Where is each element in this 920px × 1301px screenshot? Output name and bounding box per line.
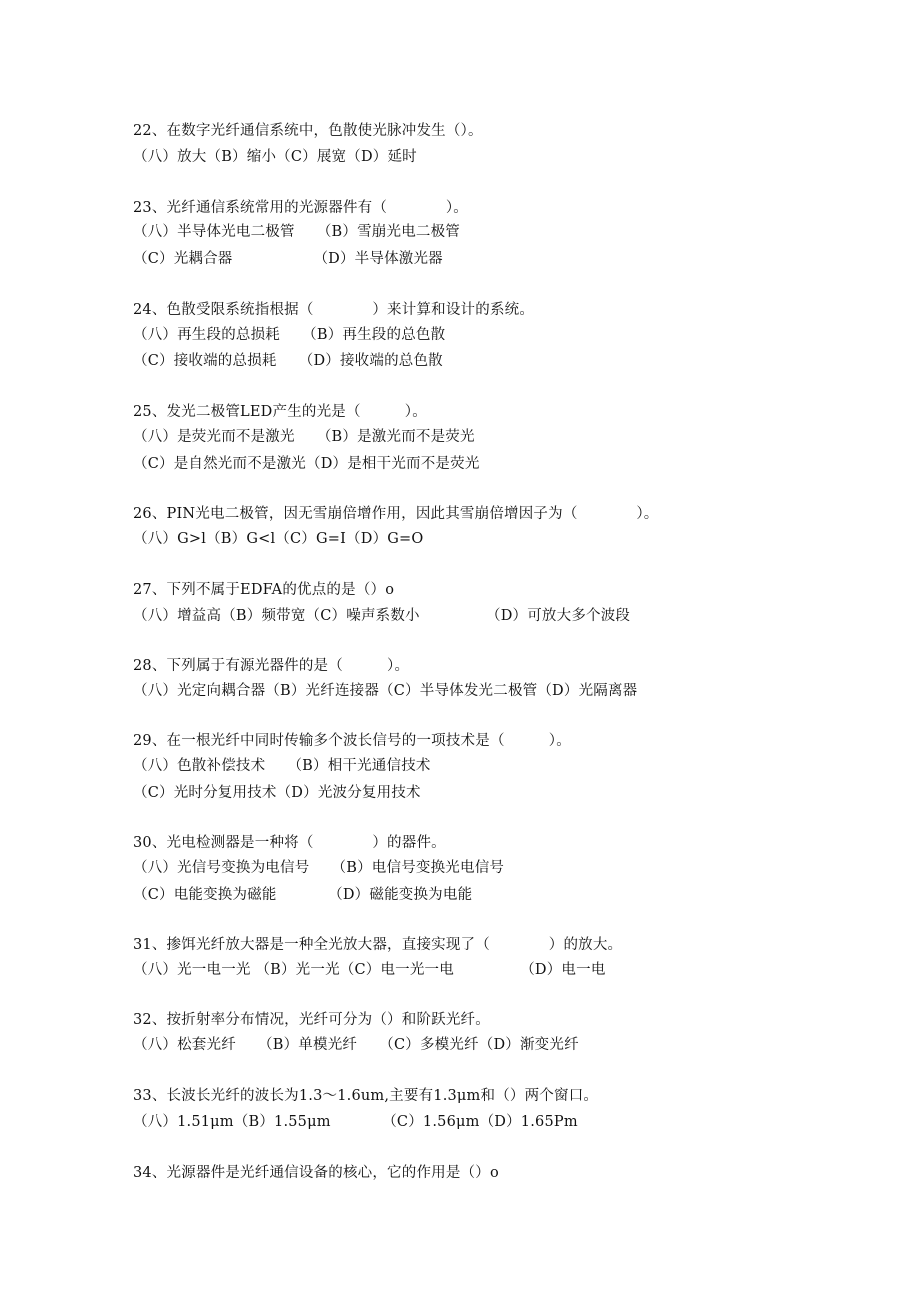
question-22-options-1: （八）放大（B）缩小（C）展宽（D）延时: [133, 149, 417, 165]
question-27-options-1: （八）增益高（B）频带宽（C）噪声系数小 （D）可放大多个波段: [133, 608, 631, 624]
question-29-options-1: （八）色散补偿技术 （B）相干光通信技术: [133, 758, 431, 774]
question-30-options-1: （八）光信号变换为电信号 （B）电信号变换光电信号: [133, 860, 505, 876]
question-25-options-1: （八）是荧光而不是激光 （B）是激光而不是荧光: [133, 429, 475, 445]
question-30-options-2: （C）电能变换为磁能 （D）磁能变换为电能: [133, 887, 473, 903]
question-33-options-1: （八）1.51μm（B）1.55μm （C）1.56μm（D）1.65Pm: [133, 1114, 578, 1130]
question-25-stem: 25、发光二极管LED产生的光是（ ）。: [133, 404, 427, 420]
question-34-stem: 34、光源器件是光纤通信设备的核心，它的作用是（）o: [133, 1165, 499, 1181]
question-23-stem: 23、光纤通信系统常用的光源器件有（ ）。: [133, 200, 468, 216]
question-22-stem: 22、在数字光纤通信系统中，色散使光脉冲发生（）。: [133, 123, 483, 139]
question-23-options-1: （八）半导体光电二极管 （B）雪崩光电二极管: [133, 224, 461, 240]
question-29-stem: 29、在一根光纤中同时传输多个波长信号的一项技术是（ ）。: [133, 733, 571, 749]
question-24-stem: 24、色散受限系统指根据（ ）来计算和设计的系统。: [133, 302, 535, 318]
question-27-stem: 27、下列不属于EDFA的优点的是（）o: [133, 582, 395, 598]
question-28-options-1: （八）光定向耦合器（B）光纤连接器（C）半导体发光二极管（D）光隔离器: [133, 683, 638, 699]
question-29-options-2: （C）光时分复用技术（D）光波分复用技术: [133, 785, 421, 801]
question-32-options-1: （八）松套光纤 （B）单模光纤 （C）多模光纤（D）渐变光纤: [133, 1037, 579, 1053]
question-24-options-1: （八）再生段的总损耗 （B）再生段的总色散: [133, 327, 446, 343]
question-32-stem: 32、按折射率分布情况，光纤可分为（）和阶跃光纤。: [133, 1012, 490, 1028]
question-25-options-2: （C）是自然光而不是激光（D）是相干光而不是荧光: [133, 456, 480, 472]
question-28-stem: 28、下列属于有源光器件的是（ ）。: [133, 658, 410, 674]
question-26-stem: 26、PIN光电二极管，因无雪崩倍增作用，因此其雪崩倍增因子为（ ）。: [133, 506, 659, 522]
question-23-options-2: （C）光耦合器 （D）半导体激光器: [133, 251, 443, 267]
question-31-options-1: （八）光一电一光 （B）光一光（C）电一光一电 （D）电一电: [133, 962, 606, 978]
question-31-stem: 31、掺饵光纤放大器是一种全光放大器，直接实现了（ ）的放大。: [133, 937, 623, 953]
question-26-options-1: （八）G>l（B）G<l（C）G=I（D）G=O: [133, 531, 424, 547]
question-33-stem: 33、长波长光纤的波长为1.3～1.6um,主要有1.3μm和（）两个窗口。: [133, 1088, 599, 1104]
question-30-stem: 30、光电检测器是一种将（ ）的器件。: [133, 835, 446, 851]
question-24-options-2: （C）接收端的总损耗 （D）接收端的总色散: [133, 353, 443, 369]
